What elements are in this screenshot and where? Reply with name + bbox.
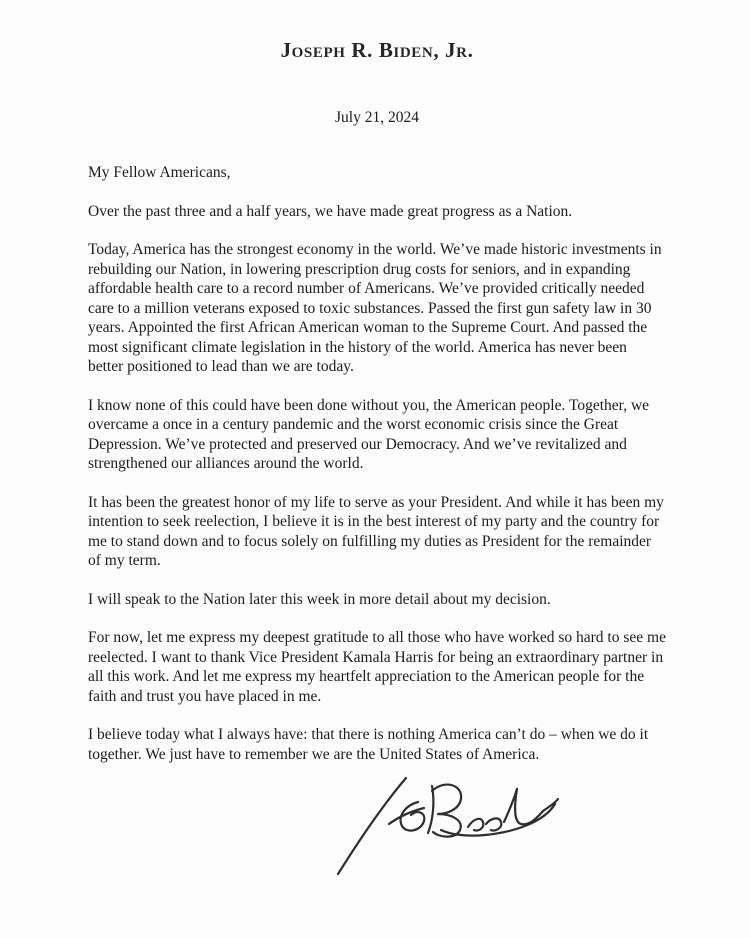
letterhead-name: Joseph R. Biden, Jr. xyxy=(280,38,474,62)
salutation: My Fellow Americans, xyxy=(88,164,231,181)
letter-paragraph-7: I believe today what I always have: that there is nothing America can’t do – when we do it together. We just have to remember we are the United States of America. xyxy=(88,726,649,763)
biden-signature-icon xyxy=(332,770,567,882)
signature-block xyxy=(332,770,567,882)
letter-paragraph-3: I know none of this could have been done without you, the American people. Together, we overcame a once in a century pandemic and the worst economic crisis since the Great Depression. We’ve protected and preserved our Democracy. And we’ve revitalized and strengthened our alliances around the world. xyxy=(88,396,650,472)
letter-paragraph-1: Over the past three and a half years, we have made great progress as a Nation. xyxy=(88,202,573,220)
letter-paragraph-5: I will speak to the Nation later this week in more detail about my decision. xyxy=(88,590,551,608)
letter-paragraph-2: Today, America has the strongest economy in the world. We’ve made historic investments in rebuilding our Nation, in lowering prescription drug costs for seniors, and in expanding affordable health care to a record number of Americans. We’ve provided critically needed care to a million veterans exposed to toxic substances. Passed the first gun safety law in 30 years. Appointed the first African American woman to the Supreme Court. And passed the most significant climate legislation in the history of the world. America has never been better positioned to lead than we are today. xyxy=(88,241,662,375)
letter-date: July 21, 2024 xyxy=(335,109,419,126)
letter-paragraph-4: It has been the greatest honor of my life to serve as your President. And while it has been my intention to seek reelection, I believe it is in the best interest of my party and the country for me to stand down and to focus solely on fulfilling my duties as President for the remainder of my term. xyxy=(88,493,664,569)
letter-body xyxy=(88,163,666,764)
letter-paragraph-6: For now, let me express my deepest gratitude to all those who have worked so hard to see me reelected. I want to thank Vice President Kamala Harris for being an extraordinary partner in all this work. And let me express my heartfelt appreciation to the American people for the faith and trust you have placed in me. xyxy=(88,629,666,705)
